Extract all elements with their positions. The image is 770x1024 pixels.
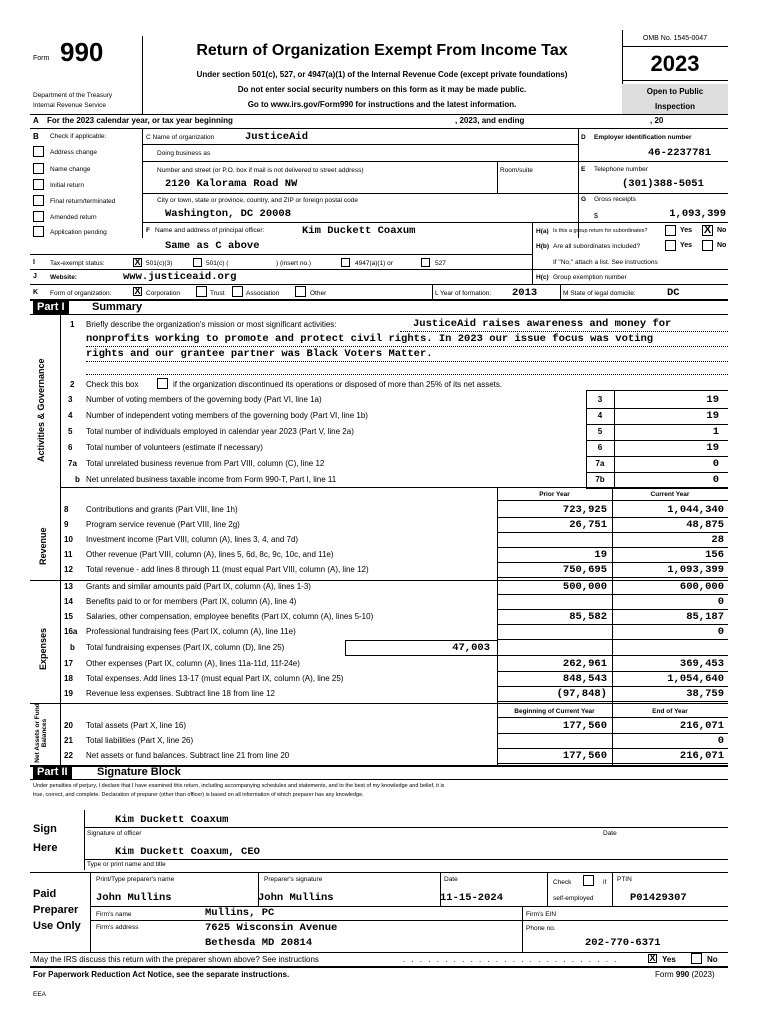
fin-prior-value[interactable]: 177,560 <box>562 720 607 732</box>
final-return-label: Final return/terminated <box>50 198 116 205</box>
side-expenses: Expenses <box>38 627 48 670</box>
discuss-yes-label: Yes <box>662 955 676 964</box>
col-end-of-year: End of Year <box>652 708 688 715</box>
hc-label: H(c) <box>536 274 549 281</box>
org-name-label: C Name of organization <box>146 134 215 141</box>
ha-label: H(a) <box>536 228 549 235</box>
phone-no-label: Phone no. <box>526 925 556 932</box>
hb-yes-checkbox[interactable] <box>665 240 676 251</box>
fin-line-text: Total revenue - add lines 8 through 11 (must equal Part VIII, column (A), line 12) <box>86 565 369 574</box>
row-a-label: A <box>33 116 39 125</box>
ag-line-num: 3 <box>68 395 73 404</box>
application-pending-label: Application pending <box>50 229 107 236</box>
open-line2: Inspection <box>654 102 695 111</box>
col-current-year: Current Year <box>650 491 690 498</box>
footer-form-num: 990 <box>675 970 690 979</box>
state-domicile-title: M State of legal domicile: <box>563 290 636 297</box>
mission-line2[interactable]: nonprofits working to promote and protect civil rights. In 2023 our issue focus was voting <box>86 333 654 345</box>
prep-name-label: Print/Type preparer's name <box>96 876 175 883</box>
ha-yes-checkbox[interactable] <box>665 225 676 236</box>
signature-label: Signature of officer <box>87 830 142 837</box>
fin-prior-value[interactable]: 19 <box>594 549 607 561</box>
omb-number: OMB No. 1545-0047 <box>642 35 708 42</box>
ag-line-text: Total unrelated business revenue from Part VIII, column (C), line 12 <box>86 459 325 468</box>
fin-current-value[interactable]: 85,187 <box>686 611 724 623</box>
firm-address-line1[interactable]: 7625 Wisconsin Avenue <box>205 922 338 934</box>
form-title: Return of Organization Exempt From Income Tax <box>196 42 568 59</box>
fin-current-value[interactable]: 216,071 <box>679 750 724 762</box>
ag-line-box: 5 <box>597 427 603 436</box>
street-address[interactable]: 2120 Kalorama Road NW <box>165 178 298 190</box>
fin-line-text: Total fundraising expenses (Part IX, column (D), line 25) <box>86 643 285 652</box>
section-b-label: B <box>33 132 39 141</box>
ag-line-text: Number of independent voting members of the governing body (Part VI, line 1b) <box>86 411 368 420</box>
status-4947-label: 4947(a)(1) or <box>355 260 393 267</box>
officer-title: Name and address of principal officer: <box>155 227 265 234</box>
mission-line1[interactable]: JusticeAid raises awareness and money for <box>413 318 672 330</box>
application-pending-checkbox[interactable] <box>33 226 44 237</box>
dept-treasury: Department of the Treasury <box>33 92 113 99</box>
footer-form-year: (2023) <box>691 970 715 979</box>
fin-line-num: 20 <box>64 721 73 730</box>
instructions-link[interactable]: Go to www.irs.gov/Form990 for instructions and the latest information. <box>247 100 517 109</box>
row-a-text: For the 2023 calendar year, or tax year beginning <box>47 116 233 125</box>
ag-line-text: Number of voting members of the governing body (Part VI, line 1a) <box>86 395 322 404</box>
mission-label: Briefly describe the organization's mission or most significant activities: <box>86 320 337 329</box>
preparer-name[interactable]: John Mullins <box>96 892 172 904</box>
fin-prior-value[interactable]: 848,543 <box>562 673 607 685</box>
firm-name-label: Firm's name <box>96 911 132 918</box>
corporation-checkbox-checked[interactable]: X <box>134 286 141 296</box>
gross-receipts-title: Gross receipts <box>594 196 636 203</box>
fin-line-num: 16a <box>64 627 78 636</box>
status-4947-checkbox[interactable] <box>341 258 350 267</box>
ag-line-box: 7a <box>595 459 605 468</box>
address-change-checkbox[interactable] <box>33 146 44 157</box>
ssn-warning: Do not enter social security numbers on this form as it may be made public. <box>237 85 527 94</box>
final-return-checkbox[interactable] <box>33 195 44 206</box>
fin-line-num: 14 <box>64 597 73 606</box>
ein-value[interactable]: 46-2237781 <box>648 147 712 159</box>
discuss-yes-checkbox-checked[interactable]: X <box>649 953 656 963</box>
line2-text: Check this box <box>86 380 139 389</box>
fin-current-value[interactable]: 48,875 <box>686 519 724 531</box>
ha-question: Is this a group return for subordinates? <box>553 228 648 234</box>
name-change-checkbox[interactable] <box>33 163 44 174</box>
street-label: Number and street (or P.O. box if mail is not delivered to street address) <box>157 167 364 174</box>
officer-name[interactable]: Kim Duckett Coaxum <box>302 225 416 237</box>
section-i-label: I <box>33 259 35 266</box>
signer-name[interactable]: Kim Duckett Coaxum <box>115 814 229 826</box>
fin-current-value[interactable]: 216,071 <box>679 720 724 732</box>
status-501c3-label: 501(c)(3) <box>146 260 173 267</box>
dba-label: Doing business as <box>157 150 211 157</box>
fin-line-num: 9 <box>64 520 69 529</box>
section-f-label: F <box>146 227 150 234</box>
fin-line-text: Net assets or fund balances. Subtract line 21 from line 20 <box>86 751 290 760</box>
ag-line-text: Total number of volunteers (estimate if necessary) <box>86 443 263 452</box>
fin-line-num: 10 <box>64 535 73 544</box>
signer-title[interactable]: Kim Duckett Coaxum, CEO <box>115 846 260 858</box>
hb-yes-label: Yes <box>680 242 693 249</box>
ag-line-num: 5 <box>68 427 73 436</box>
status-501c-insert: ) (insert no.) <box>276 260 312 267</box>
fin-line-num: 12 <box>64 565 73 574</box>
fin-line-text: Other expenses (Part IX, column (A), lines 11a-11d, 11f-24e) <box>86 659 300 668</box>
fin-current-value[interactable]: 600,000 <box>679 581 724 593</box>
type-name-label: Type or print name and title <box>87 861 166 868</box>
side-revenue: Revenue <box>38 527 48 565</box>
col-prior-year: Prior Year <box>539 491 570 498</box>
ag-line-value[interactable]: 19 <box>706 442 719 454</box>
hb-no-checkbox[interactable] <box>702 240 713 251</box>
discuss-no-checkbox[interactable] <box>691 953 702 964</box>
ag-line-num: 6 <box>68 443 73 452</box>
section-d-label: D <box>581 134 586 141</box>
sign-date-label: Date <box>603 830 617 837</box>
ha-no-label: No <box>717 227 727 234</box>
firm-address-line2[interactable]: Bethesda MD 20814 <box>205 937 313 949</box>
fin-line-num: 17 <box>64 659 73 668</box>
city-label: City or town, state or province, country, and ZIP or foreign postal code <box>157 197 358 204</box>
ag-line-num: 4 <box>68 411 73 420</box>
fin-line-num: b <box>70 643 75 652</box>
status-527-checkbox[interactable] <box>421 258 430 267</box>
fin-prior-value[interactable]: (97,848) <box>556 688 607 700</box>
fin-current-value[interactable]: 28 <box>711 534 724 546</box>
ag-line-num: 7a <box>68 459 77 468</box>
fin-line-text: Contributions and grants (Part VIII, line 1h) <box>86 505 238 514</box>
other-checkbox[interactable] <box>295 286 306 297</box>
section-g-label: G <box>581 196 587 203</box>
fin-line-text: Program service revenue (Part VIII, line 2g) <box>86 520 240 529</box>
status-501c-checkbox[interactable] <box>193 258 202 267</box>
row-a-mid: , 2023, and ending <box>455 116 525 125</box>
officer-address[interactable]: Same as C above <box>165 240 260 252</box>
row-a-end: , 20 <box>650 116 664 125</box>
fin-prior-value[interactable]: 750,695 <box>562 564 607 576</box>
fin-line-num: 18 <box>64 674 73 683</box>
part1-label: Part I <box>33 301 69 314</box>
preparer-date[interactable]: 11-15-2024 <box>440 892 504 904</box>
fin-line-text: Revenue less expenses. Subtract line 18 from line 12 <box>86 689 275 698</box>
fin-current-value[interactable]: 38,759 <box>686 688 724 700</box>
address-change-label: Address change <box>50 149 97 156</box>
form-subtitle: Under section 501(c), 527, or 4947(a)(1) of the Internal Revenue Code (except private foundations) <box>196 70 568 79</box>
org-name[interactable]: JusticeAid <box>245 131 309 143</box>
fin-prior-value[interactable]: 26,751 <box>569 519 607 531</box>
ha-yes-label: Yes <box>680 227 693 234</box>
firm-phone[interactable]: 202-770-6371 <box>585 937 661 949</box>
prep-sig-label: Preparer's signature <box>264 876 323 883</box>
phone-title: Telephone number <box>594 166 648 173</box>
association-label: Association <box>246 290 280 297</box>
footer-form-ref <box>655 970 715 979</box>
year-formation-value[interactable]: 2013 <box>512 287 538 299</box>
initial-return-checkbox[interactable] <box>33 179 44 190</box>
amended-return-checkbox[interactable] <box>33 211 44 222</box>
fin-line-text: Total liabilities (Part X, line 26) <box>86 736 194 745</box>
fin-current-value[interactable]: 1,093,399 <box>667 564 724 576</box>
part1-title: Summary <box>92 301 143 313</box>
ag-line-text: Net unrelated business taxable income from Form 990-T, Part I, line 11 <box>86 475 337 484</box>
fin-line-text: Grants and similar amounts paid (Part IX, column (A), lines 1-3) <box>86 582 311 591</box>
room-suite-label: Room/suite <box>500 167 533 174</box>
hb-no-label: No <box>717 242 727 249</box>
irs-label: Internal Revenue Service <box>33 102 106 109</box>
ag-line-value[interactable]: 0 <box>712 474 719 486</box>
mission-line3[interactable]: rights and our grantee partner was Black Voters Matter. <box>86 348 433 360</box>
state-domicile-value[interactable]: DC <box>667 287 680 299</box>
part2-title: Signature Block <box>97 766 181 778</box>
fin-current-value[interactable]: 1,054,640 <box>667 673 724 685</box>
col-beginning-year: Beginning of Current Year <box>514 708 595 715</box>
sign-label: Sign <box>33 823 57 835</box>
fin-line-text: Total assets (Part X, line 16) <box>86 721 187 730</box>
preparer-label: Preparer <box>33 904 79 916</box>
currency-sign: $ <box>594 213 598 220</box>
fin-line-num: 11 <box>64 550 73 559</box>
preparer-signature[interactable]: John Mullins <box>258 892 334 904</box>
tax-exempt-title: Tax-exempt status: <box>50 260 105 267</box>
discuss-question: May the IRS discuss this return with the preparer shown above? See instructions <box>33 955 319 964</box>
name-change-label: Name change <box>50 166 91 173</box>
status-501c3-checkbox-checked[interactable]: X <box>134 257 141 267</box>
corporation-label: Corporation <box>146 290 180 297</box>
ag-line-box: 7b <box>595 475 605 484</box>
paid-label: Paid <box>33 888 57 900</box>
fin-current-value[interactable]: 0 <box>717 735 724 747</box>
side-net-assets: Net Assets or Fund Balances <box>34 703 48 763</box>
discuss-no-label: No <box>707 955 718 964</box>
website-title: Website: <box>50 274 77 281</box>
fin-current-value[interactable]: 369,453 <box>679 658 724 670</box>
status-501c-label: 501(c) ( <box>206 260 229 267</box>
ptin-label: PTIN <box>617 876 632 883</box>
hb-label: H(b) <box>536 243 549 250</box>
other-label: Other <box>310 290 327 297</box>
fin-prior-value[interactable]: 85,582 <box>569 611 607 623</box>
section-k-label: K <box>33 289 39 296</box>
ag-line-box: 3 <box>597 395 603 404</box>
perjury-line2: true, correct, and complete. Declaration of preparer (other than officer) is based on all information of which preparer has any knowledge. <box>33 792 364 798</box>
fin-current-value[interactable]: 1,044,340 <box>667 504 724 516</box>
fin-line-num: 21 <box>64 736 73 745</box>
fin-line-text: Benefits paid to or for members (Part IX, column (A), line 4) <box>86 597 297 606</box>
line2-text-b: if the organization discontinued its operations or disposed of more than 25% of its net assets. <box>173 380 503 389</box>
fin-prior-value[interactable]: 177,560 <box>562 750 607 762</box>
paperwork-notice: For Paperwork Reduction Act Notice, see the separate instructions. <box>33 970 290 979</box>
form-prefix: Form <box>33 55 50 62</box>
check-label: Check <box>553 879 572 886</box>
if-label: if <box>603 879 607 886</box>
fin-line-num: 8 <box>64 505 69 514</box>
form-of-org-title: Form of organization: <box>50 290 112 297</box>
year-formation-title: L Year of formation: <box>435 290 492 297</box>
open-to-public-box <box>622 84 728 114</box>
fin-line-text: Salaries, other compensation, employee benefits (Part IX, column (A), lines 5-10) <box>86 612 374 621</box>
ag-line-text: Total number of individuals employed in calendar year 2023 (Part V, line 2a) <box>86 427 354 436</box>
discuss-leader: . . . . . . . . . . . . . . . . . . . . . . . . . . <box>403 955 619 964</box>
website-value[interactable]: www.justiceaid.org <box>123 271 237 283</box>
ag-line-value[interactable]: 19 <box>706 394 719 406</box>
firm-name[interactable]: Mullins, PC <box>205 907 275 919</box>
ag-line-box: 6 <box>597 443 603 452</box>
prep-date-label: Date <box>444 876 458 883</box>
fin-line-text: Total expenses. Add lines 13-17 (must equal Part IX, column (A), line 25) <box>86 674 344 683</box>
perjury-line1: Under penalties of perjury, I declare that I have examined this return, including accompanying schedules and statements, and to the best of my knowledge and belief, it is <box>33 783 445 789</box>
initial-return-label: Initial return <box>50 182 84 189</box>
fin-line-text: Professional fundraising fees (Part IX, column (A), line 11e) <box>86 627 296 636</box>
tax-year: 2023 <box>650 51 700 76</box>
amended-return-label: Amended return <box>50 214 97 221</box>
ag-line-num: b <box>75 475 80 484</box>
firm-ein-label: Firm's EIN <box>526 911 557 918</box>
fin-current-value[interactable]: 0 <box>717 626 724 638</box>
section-j-label: J <box>33 273 37 280</box>
hc-text: Group exemption number <box>553 274 627 281</box>
fin-line-num: 22 <box>64 751 73 760</box>
trust-checkbox[interactable] <box>196 286 207 297</box>
ein-title: Employer identification number <box>594 134 692 141</box>
association-checkbox[interactable] <box>232 286 243 297</box>
side-activities-governance: Activities & Governance <box>36 358 46 462</box>
fin-prior-value[interactable]: 500,000 <box>562 581 607 593</box>
fin-current-value[interactable]: 0 <box>717 596 724 608</box>
ha-no-checkbox-checked[interactable]: X <box>703 224 712 236</box>
ag-line-box: 4 <box>597 411 603 420</box>
discontinued-checkbox[interactable] <box>157 378 168 389</box>
fin-current-value[interactable]: 156 <box>705 549 724 561</box>
fin-line-num: 13 <box>64 582 73 591</box>
form-number: 990 <box>60 37 104 67</box>
here-label: Here <box>33 842 58 854</box>
preparer-ptin[interactable]: P01429307 <box>630 892 687 904</box>
footer-form-word: Form <box>655 970 674 979</box>
fin-line-num: 15 <box>64 612 73 621</box>
trust-label: Trust <box>210 290 225 297</box>
status-527-label: 527 <box>435 260 446 267</box>
ag-line-value[interactable]: 19 <box>706 410 719 422</box>
hb-question: Are all subordinates included? <box>553 243 641 250</box>
hb-note: If "No," attach a list. See instructions <box>553 259 658 266</box>
fin-line-num: 19 <box>64 689 73 698</box>
fin-line-text: Other revenue (Part VIII, column (A), lines 5, 6d, 8c, 9c, 10c, and 11e) <box>86 550 334 559</box>
section-b-title: Check if applicable: <box>50 133 107 140</box>
self-employed-checkbox[interactable] <box>583 875 594 886</box>
line1-num: 1 <box>70 320 75 329</box>
firm-address-label: Firm's address <box>96 924 139 931</box>
line2-num: 2 <box>70 380 75 389</box>
ag-line-value[interactable]: 1 <box>712 426 719 438</box>
part2-label: Part II <box>33 766 72 779</box>
eea-label: EEA <box>33 991 47 998</box>
self-employed-label: self-employed <box>553 895 594 902</box>
fin-prior-value[interactable]: 723,925 <box>562 504 607 516</box>
city-state-zip[interactable]: Washington, DC 20008 <box>165 208 292 220</box>
open-line1: Open to Public <box>646 87 704 96</box>
section-e-label: E <box>581 166 586 173</box>
fin-line-text: Investment income (Part VIII, column (A), lines 3, 4, and 7d) <box>86 535 299 544</box>
use-only-label: Use Only <box>33 920 81 932</box>
ag-line-value[interactable]: 0 <box>712 458 719 470</box>
fin-prior-value[interactable]: 262,961 <box>562 658 607 670</box>
phone-value[interactable]: (301)388-5051 <box>622 178 704 190</box>
fundraising-total-value[interactable]: 47,003 <box>452 642 490 654</box>
gross-receipts-value[interactable]: 1,093,399 <box>669 208 726 220</box>
